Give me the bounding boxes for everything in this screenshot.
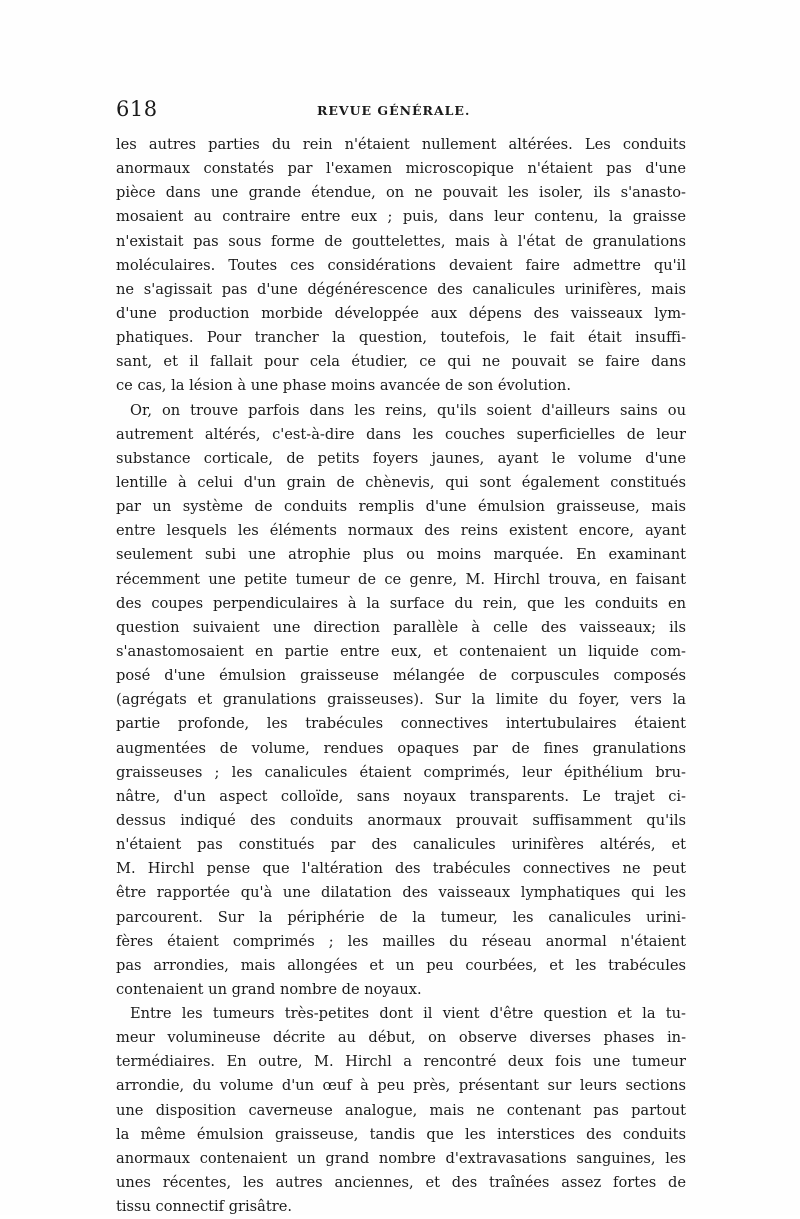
- text-line: termédiaires. En outre, M. Hirchl a rencontré deux fois une tumeur: [116, 1053, 686, 1071]
- text-line: anormaux constatés par l'examen microscopique n'étaient pas d'une: [116, 160, 686, 178]
- text-line: unes récentes, les autres anciennes, et des traînées assez fortes de: [116, 1174, 686, 1192]
- text-line: n'étaient pas constitués par des canalicules urinifères altérés, et: [116, 836, 686, 854]
- text-line: sant, et il fallait pour cela étudier, ce qui ne pouvait se faire dans: [116, 353, 686, 371]
- text-line: graisseuses ; les canalicules étaient comprimés, leur épithélium bru-: [116, 763, 686, 781]
- text-line: d'une production morbide développée aux dépens des vaisseaux lym-: [116, 304, 686, 322]
- text-line: posé d'une émulsion graisseuse mélangée de corpuscules composés: [116, 667, 686, 685]
- paragraph-end-line: ce cas, la lésion à une phase moins avancée de son évolution.: [116, 377, 571, 395]
- text-line: arrondie, du volume d'un œuf à peu près, présentant sur leurs sections: [116, 1077, 686, 1095]
- page-number: 618: [116, 97, 158, 121]
- body-text: [116, 133, 686, 1219]
- text-line: M. Hirchl pense que l'altération des trabécules connectives ne peut: [116, 860, 686, 878]
- text-line: (agrégats et granulations graisseuses). Sur la limite du foyer, vers la: [116, 691, 686, 709]
- text-line: être rapportée qu'à une dilatation des vaisseaux lymphatiques qui les: [116, 884, 686, 902]
- text-line: partie profonde, les trabécules connectives intertubulaires étaient: [116, 715, 686, 733]
- text-line: question suivaient une direction parallèle à celle des vaisseaux; ils: [116, 618, 686, 636]
- paragraph-start-line: Entre les tumeurs très-petites dont il vient d'être question et la tu-: [130, 1005, 686, 1023]
- text-line: nâtre, d'un aspect colloïde, sans noyaux transparents. Le trajet ci-: [116, 787, 686, 805]
- text-line: des coupes perpendiculaires à la surface du rein, que les conduits en: [116, 594, 686, 612]
- text-line: meur volumineuse décrite au début, on observe diverses phases in-: [116, 1029, 686, 1047]
- text-line: autrement altérés, c'est-à-dire dans les couches superficielles de leur: [116, 425, 686, 443]
- text-line: parcourent. Sur la périphérie de la tumeur, les canalicules urini-: [116, 908, 686, 926]
- text-line: ne s'agissait pas d'une dégénérescence des canalicules urinifères, mais: [116, 280, 686, 298]
- text-line: la même émulsion graisseuse, tandis que les interstices des conduits: [116, 1125, 686, 1143]
- text-line: mosaient au contraire entre eux ; puis, dans leur contenu, la graisse: [116, 208, 686, 226]
- text-line: substance corticale, de petits foyers jaunes, ayant le volume d'une: [116, 449, 686, 467]
- running-head: REVUE GÉNÉRALE.: [317, 103, 471, 118]
- text-line: une disposition caverneuse analogue, mais ne contenant pas partout: [116, 1101, 686, 1119]
- text-line: s'anastomosaient en partie entre eux, et contenaient un liquide com-: [116, 642, 686, 660]
- text-line: pas arrondies, mais allongées et un peu courbées, et les trabécules: [116, 956, 686, 974]
- paragraph-end-line: tissu connectif grisâtre.: [116, 1198, 292, 1216]
- text-line: anormaux contenaient un grand nombre d'extravasations sanguines, les: [116, 1149, 686, 1167]
- text-line: augmentées de volume, rendues opaques par de fines granulations: [116, 739, 686, 757]
- text-line: seulement subi une atrophie plus ou moins marquée. En examinant: [116, 546, 686, 564]
- text-line: par un système de conduits remplis d'une émulsion graisseuse, mais: [116, 498, 686, 516]
- text-line: fères étaient comprimés ; les mailles du réseau anormal n'étaient: [116, 932, 686, 950]
- text-line: lentille à celui d'un grain de chènevis, qui sont également constitués: [116, 473, 686, 491]
- text-line: récemment une petite tumeur de ce genre, M. Hirchl trouva, en faisant: [116, 570, 686, 588]
- paragraph-start-line: Or, on trouve parfois dans les reins, qu'ils soient d'ailleurs sains ou: [130, 401, 686, 419]
- paragraph-end-line: contenaient un grand nombre de noyaux.: [116, 980, 422, 998]
- text-line: n'existait pas sous forme de gouttelettes, mais à l'état de granulations: [116, 232, 686, 250]
- text-line: moléculaires. Toutes ces considérations devaient faire admettre qu'il: [116, 256, 686, 274]
- text-line: dessus indiqué des conduits anormaux prouvait suffisamment qu'ils: [116, 811, 686, 829]
- page-header: [116, 97, 686, 125]
- text-line: pièce dans une grande étendue, on ne pouvait les isoler, ils s'anasto-: [116, 184, 686, 202]
- text-line: phatiques. Pour trancher la question, toutefois, le fait était insuffi-: [116, 329, 686, 347]
- text-line: entre lesquels les éléments normaux des reins existent encore, ayant: [116, 522, 686, 540]
- text-line: les autres parties du rein n'étaient nullement altérées. Les conduits: [116, 136, 686, 153]
